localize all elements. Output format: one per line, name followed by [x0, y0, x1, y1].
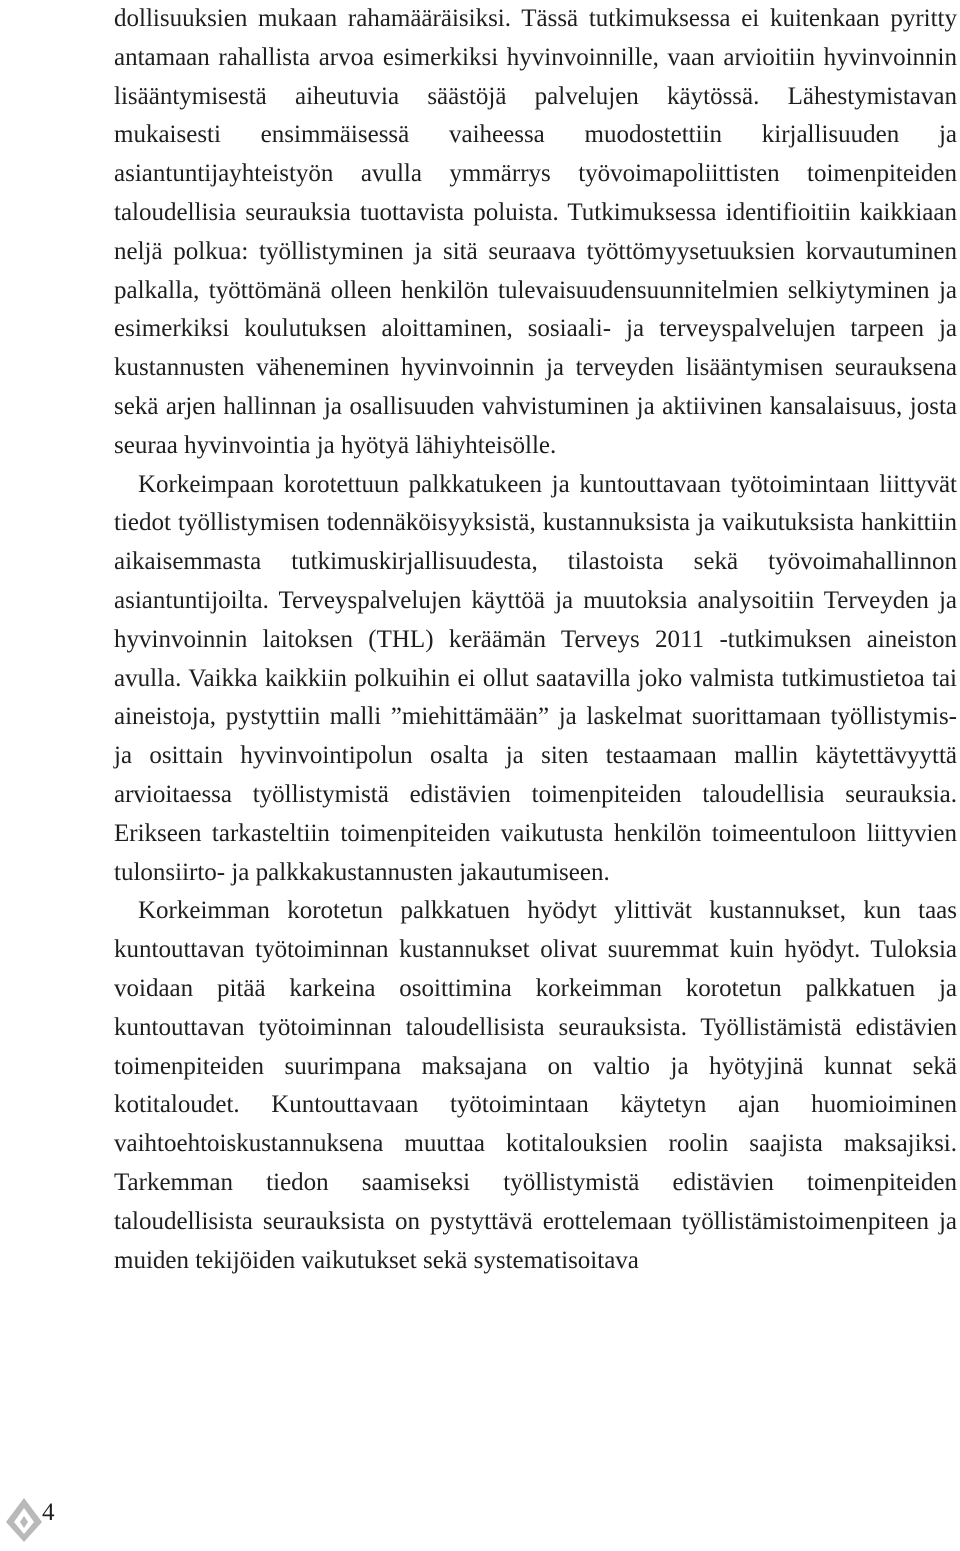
paragraph-1: dollisuuksien mukaan rahamääräisiksi. Tässä tutkimuksessa ei kuitenkaan pyritty antamaan rahallista arvoa esimerkiksi hyvinvoinnille, vaan arvioitiin hyvinvoinnin lisääntymisestä aiheutuvia säästöjä palvelujen käytössä. Lähestymistavan mukaisesti ensimmäisessä vaiheessa muodostettiin kirjallisuuden ja asiantuntijayhteistyön avulla ymmärrys työvoimapoliittisten toimenpiteiden taloudellisia seurauksia tuottavista poluista. Tutkimuksessa identifioitiin kaikkiaan neljä polkua: työllistyminen ja sitä seuraava työttömyysetuuksien korvautuminen palkalla, työttömänä olleen henkilön tulevaisuudensuunnitelmien selkiytyminen ja esimerkiksi koulutuksen aloittaminen, sosiaali- ja terveyspalvelujen tarpeen ja kustannusten väheneminen hyvinvoinnin ja terveyden lisääntymisen seurauksena sekä arjen hallinnan ja osallisuuden vahvistuminen ja aktiivinen kansalaisuus, josta seuraa hyvinvointia ja hyötyä lähiyhteisölle. [114, 5, 957, 459]
publisher-logo-icon [2, 1492, 46, 1548]
paragraph-3: Korkeimman korotetun palkkatuen hyödyt ylittivät kustannukset, kun taas kuntouttavan työtoiminnan kustannukset olivat suuremmat kuin hyödyt. Tuloksia voidaan pitää karkeina osoittimina korkeimman korotetun palkkatuen ja kuntouttavan työtoiminnan taloudellisista seurauksista. Työllistämistä edistävien toimenpiteiden suurimpana maksajana on valtio ja hyötyjinä kunnat sekä kotitaloudet. Kuntouttavaan työtoimintaan käytetyn ajan huomioiminen vaihtoehtoiskustannuksena muuttaa kotitalouksien roolin saajista maksajiksi. Tarkemman tiedon saamiseksi työllistymistä edistävien toimenpiteiden taloudellisista seurauksista on pystyttävä erottelemaan työllistämistoimenpiteen ja muiden tekijöiden vaikutukset sekä systematisoitava [114, 897, 957, 1274]
paragraph-2: Korkeimpaan korotettuun palkkatukeen ja kuntouttavaan työtoimintaan liittyvät tiedot työllistymisen todennäköisyyksistä, kustannuksista ja vaikutuksista hankittiin aikaisemmasta tutkimuskirjallisuudesta, tilastoista sekä työvoimahallinnon asiantuntijoilta. Terveyspalvelujen käyttöä ja muutoksia analysoitiin Terveyden ja hyvinvoinnin laitoksen (THL) keräämän Terveys 2011 -tutkimuksen aineiston avulla. Vaikka kaikkiin polkuihin ei ollut saatavilla joko valmista tutkimustietoa tai aineistoja, pystyttiin malli ”miehittämään” ja laskelmat suorittamaan työllistymis- ja osittain hyvinvointipolun osalta ja siten testaamaan mallin käytettävyyttä arvioitaessa työllistymistä edistävien toimenpiteiden taloudellisia seurauksia. Erikseen tarkasteltiin toimenpiteiden vaikutusta henkilön toimeentuloon liittyvien tulonsiirto- ja palkkakustannusten jakautumiseen. [114, 470, 957, 886]
page-number: 4 [42, 1499, 55, 1526]
page-footer [0, 1490, 80, 1551]
document-body [114, 0, 957, 1280]
